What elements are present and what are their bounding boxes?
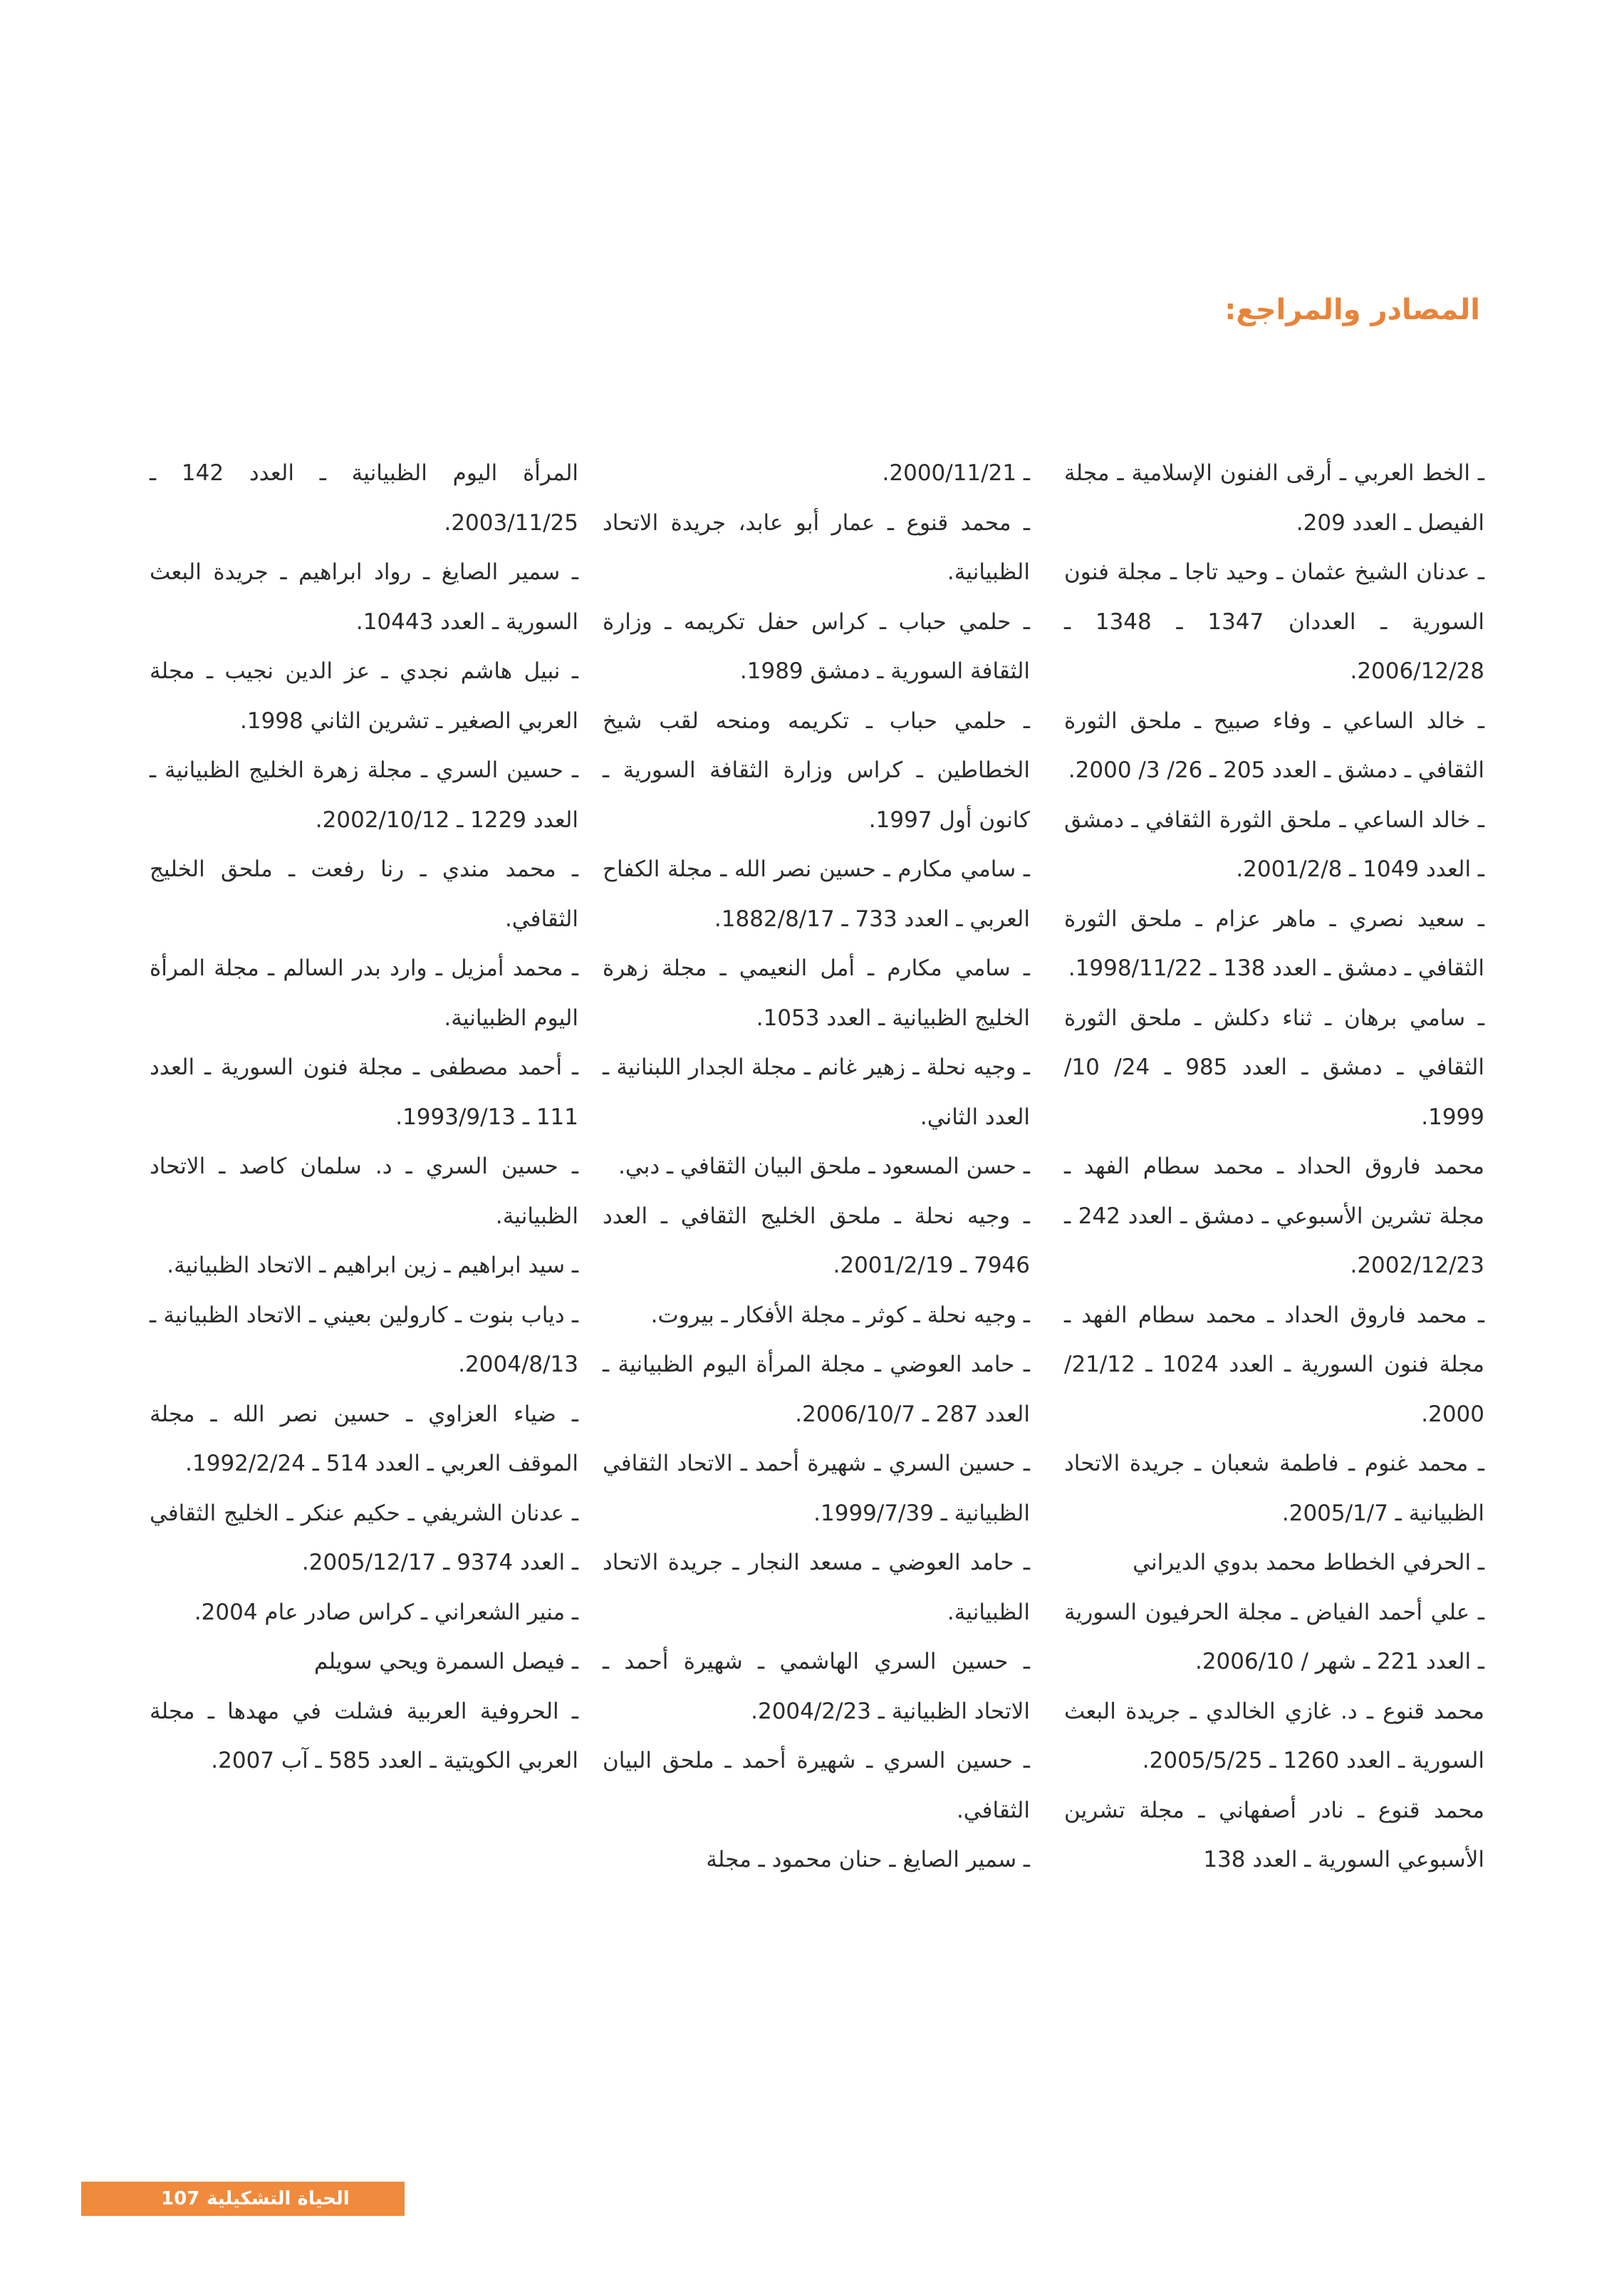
reference-item: ـ علي أحمد الفياض ـ مجلة الحرفيون السورية ـ العدد 221 ـ شهر / 2006/10. <box>1064 1599 1484 1674</box>
reference-item: ـ منير الشعراني ـ كراس صادر عام 2004. <box>194 1599 578 1625</box>
reference-item: ـ الحرفي الخطاط محمد بدوي الديراني <box>1133 1550 1484 1575</box>
reference-item: ـ سيد ابراهيم ـ زين ابراهيم ـ الاتحاد الظبيانية. <box>167 1253 578 1278</box>
reference-item: ـ سمير الصايغ ـ رواد ابراهيم ـ جريدة البعث السورية ـ العدد 10443. <box>150 559 578 635</box>
reference-item: ـ محمد قنوع ـ عمار أبو عابد، جريدة الاتحاد الظبيانية. <box>603 509 1030 585</box>
reference-item: ـ 2000/11/21. <box>882 460 1030 486</box>
references-column-2 <box>603 449 1030 1885</box>
reference-item: ـ حسين السري الهاشمي ـ شهيرة أحمد ـ الاتحاد الظبيانية ـ 2004/2/23. <box>603 1649 1030 1724</box>
reference-item: ـ خالد الساعي ـ ملحق الثورة الثقافي ـ دمشق ـ العدد 1049 ـ 2001/2/8. <box>1064 807 1484 882</box>
reference-item: ـ محمد فاروق الحداد ـ محمد سطام الفهد ـ مجلة فنون السورية ـ العدد 1024 ـ 21/12/ 2000. <box>1064 1302 1484 1427</box>
reference-item: ـ محمد أمزيل ـ وارد بدر السالم ـ مجلة المرأة اليوم الظبيانية. <box>150 955 578 1031</box>
reference-item: ـ ضياء العزاوي ـ حسين نصر الله ـ مجلة الموقف العربي ـ العدد 514 ـ 1992/2/24. <box>150 1401 578 1476</box>
reference-item: ـ وجيه نحلة ـ زهير غانم ـ مجلة الجدار اللبنانية ـ العدد الثاني. <box>603 1054 1030 1130</box>
reference-item: ـ حسين السري ـ شهيرة أحمد ـ ملحق البيان الثقافي. <box>603 1748 1030 1823</box>
reference-item: محمد قنوع ـ نادر أصفهاني ـ مجلة تشرين الأسبوعي السورية ـ العدد 138 <box>1064 1797 1484 1872</box>
reference-item: ـ سامي مكارم ـ أمل النعيمي ـ مجلة زهرة الخليج الظبيانية ـ العدد 1053. <box>603 955 1030 1031</box>
reference-item: ـ الحروفية العربية فشلت في مهدها ـ مجلة العربي الكويتية ـ العدد 585 ـ آب 2007. <box>150 1698 578 1773</box>
reference-item: ـ حامد العوضي ـ مسعد النجار ـ جريدة الاتحاد الظبيانية. <box>603 1550 1030 1625</box>
reference-item: محمد فاروق الحداد ـ محمد سطام الفهد ـ مجلة تشرين الأسبوعي ـ دمشق ـ العدد 242 ـ 2002/12/23. <box>1064 1154 1485 1278</box>
reference-item: ـ حسين السري ـ شهيرة أحمد ـ الاتحاد الثقافي الظبيانية ـ 1999/7/39. <box>603 1451 1030 1526</box>
reference-item: محمد قنوع ـ د. غازي الخالدي ـ جريدة البعث السورية ـ العدد 1260 ـ 2005/5/25. <box>1064 1698 1484 1773</box>
reference-item: ـ محمد مندي ـ رنا رفعت ـ ملحق الخليج الثقافي. <box>150 856 578 932</box>
reference-item: ـ نبيل هاشم نجدي ـ عز الدين نجيب ـ مجلة العربي الصغير ـ تشرين الثاني 1998. <box>150 658 578 734</box>
reference-item: ـ وجيه نحلة ـ ملحق الخليج الثقافي ـ العدد 7946 ـ 2001/2/19. <box>603 1203 1030 1278</box>
reference-item: ـ سعيد نصري ـ ماهر عزام ـ ملحق الثورة الثقافي ـ دمشق ـ العدد 138 ـ 1998/11/22. <box>1064 906 1484 981</box>
magazine-title: الحياة التشكيلية <box>207 2188 350 2209</box>
reference-item: ـ عدنان الشريفي ـ حكيم عنكر ـ الخليج الثقافي ـ العدد 9374 ـ 2005/12/17. <box>150 1500 578 1575</box>
reference-item: ـ حامد العوضي ـ مجلة المرأة اليوم الظبيانية ـ العدد 287 ـ 2006/10/7. <box>603 1352 1030 1427</box>
page-title: المصادر والمراجع: <box>1224 294 1480 326</box>
reference-item: ـ فيصل السمرة ويحي سويلم <box>314 1649 578 1674</box>
reference-item: ـ وجيه نحلة ـ كوثر ـ مجلة الأفكار ـ بيروت. <box>650 1302 1030 1328</box>
reference-item: ـ خالد الساعي ـ وفاء صبيح ـ ملحق الثورة الثقافي ـ دمشق ـ العدد 205 ـ 26/ 3/ 2000. <box>1064 708 1484 783</box>
reference-item: ـ حسن المسعود ـ ملحق البيان الثقافي ـ دبي. <box>618 1154 1030 1179</box>
reference-item: ـ حلمي حباب ـ كراس حفل تكريمه ـ وزارة الثقافة السورية ـ دمشق 1989. <box>603 608 1030 684</box>
reference-item: ـ الخط العربي ـ أرقى الفنون الإسلامية ـ مجلة الفيصل ـ العدد 209. <box>1064 460 1484 536</box>
references-column-3 <box>150 449 578 1786</box>
reference-item: ـ سمير الصايغ ـ حنان محمود ـ مجلة <box>706 1847 1030 1872</box>
reference-item: ـ عدنان الشيخ عثمان ـ وحيد تاجا ـ مجلة فنون السورية ـ العددان 1347 ـ 1348 ـ 2006/12/28. <box>1064 559 1485 684</box>
page-number: 107 <box>161 2188 200 2209</box>
reference-item: ـ أحمد مصطفى ـ مجلة فنون السورية ـ العدد 111 ـ 1993/9/13. <box>150 1054 578 1130</box>
reference-item: ـ سامي برهان ـ ثناء دكلش ـ ملحق الثورة الثقافي ـ دمشق ـ العدد 985 ـ 24/ 10/ 1999. <box>1064 1005 1484 1130</box>
reference-item: ـ حسين السري ـ د. سلمان كاصد ـ الاتحاد الظبيانية. <box>150 1154 578 1229</box>
reference-item: ـ حسين السري ـ مجلة زهرة الخليج الظبيانية ـ العدد 1229 ـ 2002/10/12. <box>150 757 578 833</box>
reference-item: ـ دياب بنوت ـ كارولين بعيني ـ الاتحاد الظبيانية ـ 2004/8/13. <box>150 1302 578 1377</box>
reference-item: المرأة اليوم الظبيانية ـ العدد 142 ـ 2003/11/25. <box>150 460 579 536</box>
reference-item: ـ سامي مكارم ـ حسين نصر الله ـ مجلة الكفاح العربي ـ العدد 733 ـ 1882/8/17. <box>603 856 1030 932</box>
reference-item: ـ حلمي حباب ـ تكريمه ومنحه لقب شيخ الخطاطين ـ كراس وزارة الثقافة السورية ـ كانون أول 1997. <box>603 708 1030 833</box>
references-column-1 <box>1064 449 1484 1885</box>
reference-item: ـ محمد غنوم ـ فاطمة شعبان ـ جريدة الاتحاد الظبيانية ـ 2005/1/7. <box>1064 1451 1484 1526</box>
